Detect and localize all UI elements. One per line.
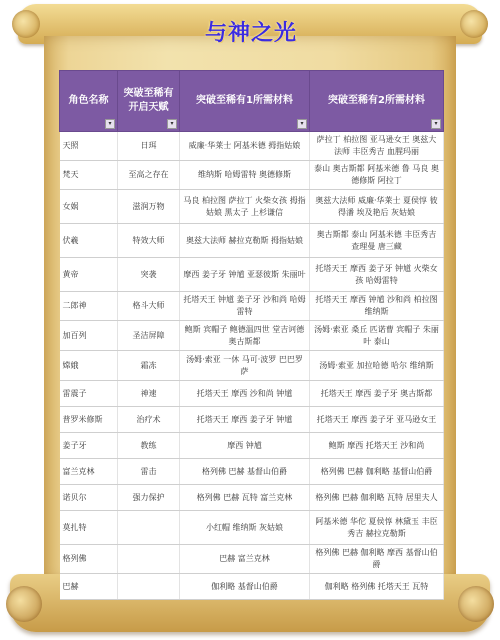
table-row: [60, 511, 444, 545]
header-rare1-materials: [180, 71, 310, 132]
role-name-cell: 梵天: [60, 161, 118, 190]
header-label: 突破至稀有1所需材料: [196, 95, 293, 106]
talent-cell: 治疗术: [118, 407, 180, 433]
rare1-materials-cell: 摩西 姜子牙 钟馗 亚瑟彼斯 朱丽叶: [180, 258, 310, 292]
filter-dropdown-icon[interactable]: ▾: [105, 119, 115, 129]
rare2-materials-cell: 泰山 奥古斯都 阿基米德 鲁 马良 奥德修斯 阿拉丁: [310, 161, 444, 190]
table-row: [60, 190, 444, 224]
talent-cell: 日珥: [118, 132, 180, 161]
rare2-materials-cell: 格列佛 巴赫 伽利略 基督山伯爵: [310, 459, 444, 485]
talent-cell: 雷击: [118, 459, 180, 485]
role-name-cell: 加百列: [60, 321, 118, 351]
filter-dropdown-icon[interactable]: ▾: [431, 119, 441, 129]
rare2-materials-cell: 托塔天王 摩西 钟馗 沙和尚 柏拉图 维纳斯: [310, 292, 444, 321]
table-row: [60, 292, 444, 321]
rare1-materials-cell: 托塔天王 钟馗 姜子牙 沙和尚 哈姆雷特: [180, 292, 310, 321]
table-row: [60, 545, 444, 574]
talent-cell: [118, 574, 180, 600]
role-name-cell: 二郎神: [60, 292, 118, 321]
table-body: [60, 132, 444, 600]
talent-cell: 强力保护: [118, 485, 180, 511]
role-name-cell: 嫦娥: [60, 351, 118, 381]
role-name-cell: 黄帝: [60, 258, 118, 292]
filter-dropdown-icon[interactable]: ▾: [167, 119, 177, 129]
rare2-materials-cell: 萨拉丁 柏拉图 亚马逊女王 奥兹大法师 丰臣秀吉 血腥玛丽: [310, 132, 444, 161]
talent-cell: 突袭: [118, 258, 180, 292]
role-name-cell: 富兰克林: [60, 459, 118, 485]
table-row: [60, 381, 444, 407]
rare1-materials-cell: 马良 柏拉图 萨拉丁 火柴女孩 拇指姑娘 黑太子 上杉谦信: [180, 190, 310, 224]
role-name-cell: 诺贝尔: [60, 485, 118, 511]
header-label: 突破至稀有开启天赋: [123, 88, 174, 113]
role-name-cell: 伏羲: [60, 224, 118, 258]
table-row: [60, 258, 444, 292]
rare1-materials-cell: 伽利略 基督山伯爵: [180, 574, 310, 600]
rare2-materials-cell: 鲍斯 摩西 托塔天王 沙和尚: [310, 433, 444, 459]
talent-cell: 格斗大师: [118, 292, 180, 321]
role-name-cell: 姜子牙: [60, 433, 118, 459]
rare2-materials-cell: 伽利略 格列佛 托塔天王 瓦特: [310, 574, 444, 600]
table-row: [60, 574, 444, 600]
table-row: [60, 351, 444, 381]
table-row: [60, 407, 444, 433]
role-name-cell: 格列佛: [60, 545, 118, 574]
rare2-materials-cell: 托塔天王 摩西 姜子牙 亚马逊女王: [310, 407, 444, 433]
role-name-cell: 巴赫: [60, 574, 118, 600]
rare1-materials-cell: 摩西 钟馗: [180, 433, 310, 459]
talent-cell: [118, 545, 180, 574]
rare2-materials-cell: 托塔天王 摩西 姜子牙 奥古斯都: [310, 381, 444, 407]
game-logo: [196, 8, 306, 54]
header-label: 角色名称: [68, 95, 109, 106]
table-row: [60, 224, 444, 258]
talent-cell: 神速: [118, 381, 180, 407]
role-name-cell: 莫扎特: [60, 511, 118, 545]
talent-cell: 圣洁屏障: [118, 321, 180, 351]
logo-text: 与神之光: [204, 19, 297, 46]
rare1-materials-cell: 格列佛 巴赫 瓦特 富兰克林: [180, 485, 310, 511]
rare2-materials-cell: 汤姆·索亚 加拉哈德 哈尔 维纳斯: [310, 351, 444, 381]
rare1-materials-cell: 托塔天王 摩西 姜子牙 钟馗: [180, 407, 310, 433]
rare2-materials-cell: 阿基米德 华佗 夏侯惇 林黛玉 丰臣秀吉 赫拉克勒斯: [310, 511, 444, 545]
role-name-cell: 雷震子: [60, 381, 118, 407]
rare1-materials-cell: 维纳斯 哈姆雷特 奥德修斯: [180, 161, 310, 190]
rare2-materials-cell: 格列佛 巴赫 伽利略 摩西 基督山伯爵: [310, 545, 444, 574]
rare1-materials-cell: 威廉·华莱士 阿基米德 拇指姑娘: [180, 132, 310, 161]
table-row: [60, 161, 444, 190]
table-row: [60, 459, 444, 485]
rare2-materials-cell: 奥古斯都 泰山 阿基米德 丰臣秀吉 查理曼 唐三藏: [310, 224, 444, 258]
rare1-materials-cell: 汤姆·索亚 一休 马可·波罗 巴巴罗萨: [180, 351, 310, 381]
rare2-materials-cell: 汤姆·索亚 桑丘 匹诺曹 宾帽子 朱丽叶 泰山: [310, 321, 444, 351]
role-name-cell: 女娲: [60, 190, 118, 224]
role-name-cell: 普罗米修斯: [60, 407, 118, 433]
rare2-materials-cell: 奥兹大法师 威廉·华莱士 夏侯惇 彼得潘 埃及艳后 灰姑娘: [310, 190, 444, 224]
table-header-row: [60, 71, 444, 132]
rare1-materials-cell: 奥兹大法师 赫拉克勒斯 拇指姑娘: [180, 224, 310, 258]
rare2-materials-cell: 格列佛 巴赫 伽利略 瓦特 居里夫人: [310, 485, 444, 511]
talent-cell: 教练: [118, 433, 180, 459]
header-role-name: [60, 71, 118, 132]
header-rare2-materials: [310, 71, 444, 132]
talent-cell: 滋润万物: [118, 190, 180, 224]
breakthrough-materials-table: [59, 70, 444, 600]
talent-cell: 至高之存在: [118, 161, 180, 190]
rare1-materials-cell: 托塔天王 摩西 沙和尚 钟馗: [180, 381, 310, 407]
talent-cell: 霜冻: [118, 351, 180, 381]
header-talent: [118, 71, 180, 132]
role-name-cell: 天照: [60, 132, 118, 161]
rare2-materials-cell: 托塔天王 摩西 姜子牙 钟馗 火柴女孩 哈姆雷特: [310, 258, 444, 292]
rare1-materials-cell: 鲍斯 宾帽子 鲍德温四世 堂吉诃德 奥古斯都: [180, 321, 310, 351]
rare1-materials-cell: 小红帽 维纳斯 灰姑娘: [180, 511, 310, 545]
table-row: [60, 485, 444, 511]
talent-cell: [118, 511, 180, 545]
rare1-materials-cell: 巴赫 富兰克林: [180, 545, 310, 574]
rare1-materials-cell: 格列佛 巴赫 基督山伯爵: [180, 459, 310, 485]
table-row: [60, 433, 444, 459]
table-row: [60, 321, 444, 351]
talent-cell: 特效大师: [118, 224, 180, 258]
filter-dropdown-icon[interactable]: ▾: [297, 119, 307, 129]
header-label: 突破至稀有2所需材料: [328, 95, 425, 106]
table-row: [60, 132, 444, 161]
